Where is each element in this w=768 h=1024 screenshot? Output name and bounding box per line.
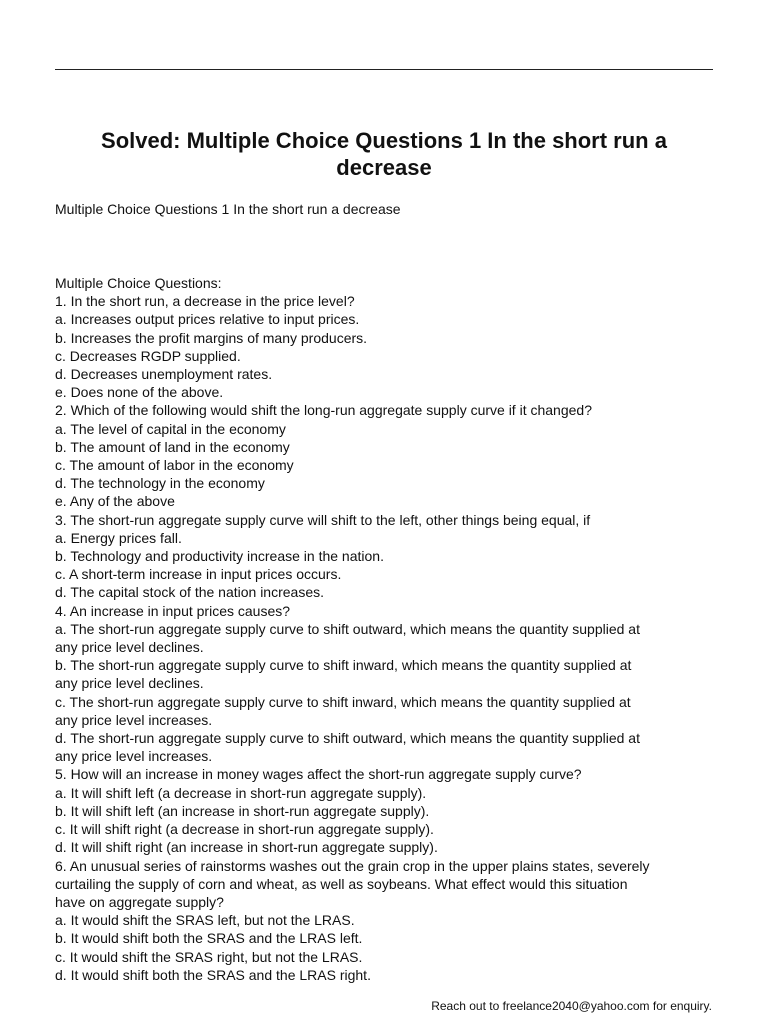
text-line: 5. How will an increase in money wages affect the short-run aggregate supply curve? (55, 766, 582, 783)
text-line: a. It will shift left (a decrease in short-run aggregate supply). (55, 784, 427, 801)
text-line: d. Decreases unemployment rates. (55, 366, 273, 383)
text-line: c. A short-term increase in input prices occurs. (55, 566, 342, 583)
text-line: b. The amount of land in the economy (55, 438, 290, 455)
text-line: b. The short-run aggregate supply curve to shift inward, which means the quantity supplied at (55, 657, 632, 674)
text-line: c. The amount of labor in the economy (55, 457, 294, 474)
text-line: d. It will shift right (an increase in short-run aggregate supply). (55, 839, 438, 856)
text-line: 1. In the short run, a decrease in the price level? (55, 293, 355, 310)
text-line: d. The technology in the economy (55, 475, 265, 492)
text-line: have on aggregate supply? (55, 893, 224, 910)
text-line: c. It would shift the SRAS right, but not the LRAS. (55, 948, 363, 965)
text-line: e. Any of the above (55, 493, 175, 510)
text-line: e. Does none of the above. (55, 384, 224, 401)
text-line: Multiple Choice Questions: (55, 275, 222, 291)
text-line: 4. An increase in input prices causes? (55, 602, 291, 619)
text-line: b. Increases the profit margins of many producers. (55, 329, 368, 346)
text-line: a. The short-run aggregate supply curve to shift outward, which means the quantity supplied at (55, 620, 640, 637)
text-line: d. The short-run aggregate supply curve to shift outward, which means the quantity supplied at (55, 730, 640, 747)
text-line: c. Decreases RGDP supplied. (55, 347, 241, 364)
text-line: a. It would shift the SRAS left, but not the LRAS. (55, 912, 355, 929)
text-line: b. It will shift left (an increase in short-run aggregate supply). (55, 802, 430, 819)
text-line: 6. An unusual series of rainstorms washes out the grain crop in the upper plains states, severely (55, 857, 650, 874)
text-line: a. Energy prices fall. (55, 529, 182, 546)
text-line: d. The capital stock of the nation increases. (55, 584, 325, 601)
text-line: 2. Which of the following would shift the long-run aggregate supply curve if it changed? (55, 402, 592, 419)
text-line: c. It will shift right (a decrease in short-run aggregate supply). (55, 821, 434, 838)
text-line: b. It would shift both the SRAS and the LRAS left. (55, 930, 363, 947)
page-title: Solved: Multiple Choice Questions 1 In the short run a decrease (101, 128, 667, 180)
text-line: curtailing the supply of corn and wheat, as well as soybeans. What effect would this situation (55, 875, 628, 892)
text-line: any price level increases. (55, 711, 213, 728)
text-line: d. It would shift both the SRAS and the LRAS right. (55, 966, 371, 983)
text-line: any price level increases. (55, 748, 213, 765)
text-line: a. Increases output prices relative to input prices. (55, 311, 360, 328)
text-line: b. Technology and productivity increase in the nation. (55, 548, 384, 565)
question-list (55, 274, 715, 984)
text-line: a. The level of capital in the economy (55, 420, 286, 437)
contact-footer: Reach out to freelance2040@yahoo.com for enquiry. (431, 999, 712, 1013)
page-subtitle: Multiple Choice Questions 1 In the short run a decrease (55, 201, 401, 217)
text-line: any price level declines. (55, 675, 204, 692)
header-divider (55, 69, 713, 70)
text-line: any price level declines. (55, 639, 204, 656)
text-line: 3. The short-run aggregate supply curve will shift to the left, other things being equal, if (55, 511, 591, 528)
text-line: c. The short-run aggregate supply curve to shift inward, which means the quantity supplied at (55, 693, 631, 710)
